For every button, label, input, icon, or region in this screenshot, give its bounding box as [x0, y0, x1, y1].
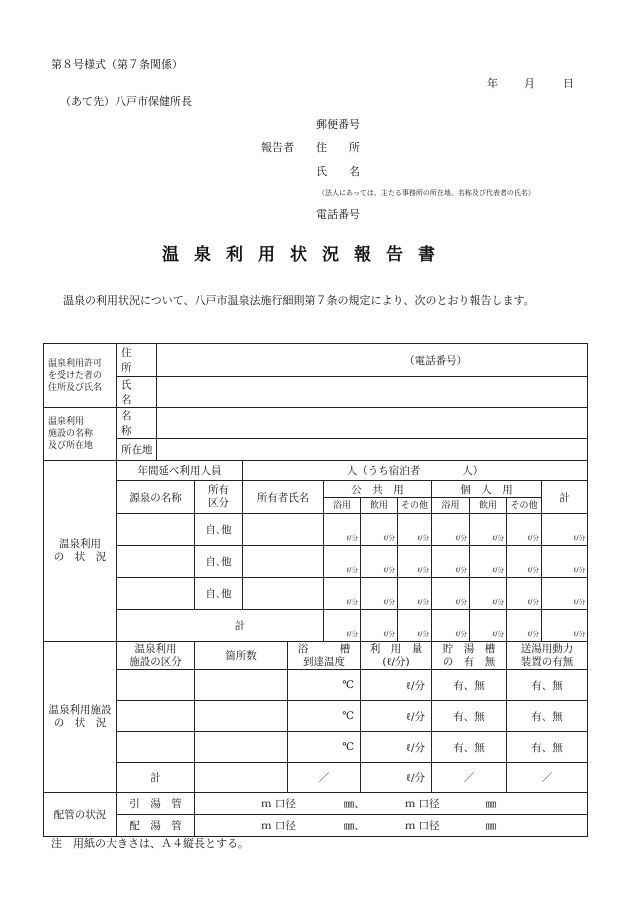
- document-title: 温泉利用状況報告書: [162, 245, 450, 265]
- unit-label[interactable]: ℓ/分: [507, 546, 542, 578]
- facility-class-header: 温泉利用 施設の区分: [117, 642, 195, 670]
- distribution-pipe-field[interactable]: ｍ 口径 ㎜、 ｍ 口径 ㎜: [195, 815, 588, 837]
- intake-pipe-field[interactable]: ｍ 口径 ㎜、 ｍ 口径 ㎜: [195, 793, 588, 815]
- storage-tank-header: 貯 湯 槽 の 有 無: [432, 642, 507, 670]
- unit-label[interactable]: ℓ/分: [361, 578, 398, 610]
- unit-label[interactable]: ℓ/分: [542, 610, 588, 642]
- count-field[interactable]: [195, 670, 288, 701]
- permit-address-field[interactable]: [157, 344, 588, 377]
- reporter-name-label: 氏 名: [316, 165, 360, 178]
- unit-label[interactable]: ℓ/分: [361, 546, 398, 578]
- footnote: 注 用紙の大きさは、Ａ４縦長とする。: [51, 837, 249, 850]
- unit-label[interactable]: ℓ/分: [324, 546, 361, 578]
- ownership-field[interactable]: 自､他: [195, 514, 243, 546]
- permit-holder-label: 温泉利用許可 を受けた者の 住所及び氏名: [44, 344, 117, 408]
- source-row: [44, 514, 588, 546]
- storage-yes-no[interactable]: 有、無: [432, 732, 507, 763]
- count-total-field[interactable]: [195, 763, 288, 793]
- tub-temp-header: 浴 槽 到達温度: [288, 642, 361, 670]
- date-month: 月: [524, 77, 535, 90]
- corporation-note: （法人にあっては、主たる事務所の所在地、名称及び代表者の氏名）: [318, 189, 535, 197]
- phone-note: （電話番号）: [404, 354, 468, 367]
- pump-header: 送湯用動力 装置の有無: [507, 642, 588, 670]
- annual-users-label: 年間延べ利用人員: [117, 461, 243, 481]
- public-bath-header: 浴用: [324, 498, 361, 514]
- unit-label[interactable]: ℓ/分: [398, 546, 432, 578]
- celsius-label[interactable]: ℃: [288, 732, 361, 763]
- unit-label[interactable]: ℓ/分: [398, 578, 432, 610]
- public-drink-header: 飲用: [361, 498, 398, 514]
- distribution-pipe-label: 配 湯 管: [117, 815, 195, 837]
- pump-yes-no[interactable]: 有、無: [507, 670, 588, 701]
- date-year: 年: [487, 77, 498, 90]
- source-row: [44, 546, 588, 578]
- unit-label[interactable]: ℓ/分: [432, 610, 470, 642]
- unit-label[interactable]: ℓ/分: [398, 514, 432, 546]
- unit-label[interactable]: ℓ/分: [507, 578, 542, 610]
- ownership-header: 所有 区分: [195, 481, 243, 514]
- public-use-header: 公 共 用: [324, 481, 432, 498]
- unit-label[interactable]: ℓ/分: [542, 578, 588, 610]
- public-other-header: その他: [398, 498, 432, 514]
- unit-label[interactable]: ℓ/分: [361, 701, 432, 732]
- facility-name-label: 名 称: [117, 408, 157, 439]
- intro-paragraph: 温泉の利用状況について、八戸市温泉法施行細則第７条の規定により、次のとおり報告します。: [63, 294, 535, 307]
- total-column-header: 計: [542, 481, 588, 514]
- facility-location-field[interactable]: [157, 439, 588, 461]
- annual-users-field[interactable]: 人（うち宿泊者 人）: [243, 461, 588, 481]
- facility-status-label: 温泉利用施設 の 状 況: [44, 642, 117, 793]
- facility-location-label: 所在地: [117, 439, 157, 461]
- reporter-label: 報告者: [261, 141, 294, 154]
- private-other-header: その他: [507, 498, 542, 514]
- unit-label[interactable]: ℓ/分: [542, 546, 588, 578]
- usage-status-label: 温泉利用 の 状 況: [44, 461, 117, 642]
- count-field[interactable]: [195, 732, 288, 763]
- unit-label[interactable]: ℓ/分: [324, 514, 361, 546]
- postal-code-label: 郵便番号: [316, 118, 360, 131]
- ownership-field[interactable]: 自､他: [195, 578, 243, 610]
- date-day: 日: [563, 77, 574, 90]
- celsius-label[interactable]: ℃: [288, 701, 361, 732]
- facility-class-field[interactable]: [117, 701, 195, 732]
- unit-label[interactable]: ℓ/分: [432, 546, 470, 578]
- unit-label[interactable]: ℓ/分: [432, 514, 470, 546]
- unit-label[interactable]: ℓ/分: [432, 578, 470, 610]
- slash-mark: ／: [288, 763, 361, 793]
- source-name-field[interactable]: [117, 578, 195, 610]
- source-row: [44, 578, 588, 610]
- facility-row: [44, 732, 588, 763]
- private-use-header: 個 人 用: [432, 481, 542, 498]
- owner-name-field[interactable]: [243, 546, 324, 578]
- unit-label[interactable]: ℓ/分: [361, 610, 398, 642]
- count-header: 箇所数: [195, 642, 288, 670]
- storage-yes-no[interactable]: 有、無: [432, 670, 507, 701]
- unit-label[interactable]: ℓ/分: [361, 763, 432, 793]
- facility-label: 温泉利用 施設の名称 及び所在地: [44, 408, 117, 461]
- source-name-header: 源泉の名称: [117, 481, 195, 514]
- slash-mark: ／: [507, 763, 588, 793]
- unit-label[interactable]: ℓ/分: [507, 514, 542, 546]
- unit-label[interactable]: ℓ/分: [324, 610, 361, 642]
- source-name-field[interactable]: [117, 546, 195, 578]
- facility-class-field[interactable]: [117, 670, 195, 701]
- source-total-label: 計: [117, 610, 324, 642]
- celsius-label[interactable]: ℃: [288, 670, 361, 701]
- facility-total-label: 計: [117, 763, 195, 793]
- form-number: 第８号様式（第７条関係）: [51, 58, 183, 71]
- permit-name-label: 氏 名: [117, 377, 157, 408]
- facility-row: [44, 701, 588, 732]
- source-name-field[interactable]: [117, 514, 195, 546]
- phone-label: 電話番号: [316, 208, 360, 221]
- unit-label[interactable]: ℓ/分: [361, 670, 432, 701]
- slash-mark: ／: [432, 763, 507, 793]
- unit-label[interactable]: ℓ/分: [470, 514, 507, 546]
- private-drink-header: 飲用: [470, 498, 507, 514]
- unit-label[interactable]: ℓ/分: [542, 514, 588, 546]
- unit-label[interactable]: ℓ/分: [398, 610, 432, 642]
- facility-row: [44, 670, 588, 701]
- reporter-address-label: 住 所: [316, 141, 360, 154]
- unit-label[interactable]: ℓ/分: [361, 732, 432, 763]
- permit-address-label: 住 所: [117, 344, 157, 377]
- ownership-field[interactable]: 自､他: [195, 546, 243, 578]
- permit-name-field[interactable]: [157, 377, 588, 408]
- addressee: （あて先）八戸市保健所長: [60, 95, 192, 108]
- source-total-row: [44, 610, 588, 642]
- unit-label[interactable]: ℓ/分: [470, 546, 507, 578]
- facility-total-row: [44, 763, 588, 793]
- unit-label[interactable]: ℓ/分: [470, 578, 507, 610]
- unit-label[interactable]: ℓ/分: [361, 514, 398, 546]
- intake-pipe-label: 引 湯 管: [117, 793, 195, 815]
- usage-amount-header: 利 用 量 (ℓ/分): [361, 642, 432, 670]
- unit-label[interactable]: ℓ/分: [324, 578, 361, 610]
- unit-label[interactable]: ℓ/分: [507, 610, 542, 642]
- facility-name-field[interactable]: [157, 408, 588, 439]
- storage-yes-no[interactable]: 有、無: [432, 701, 507, 732]
- unit-label[interactable]: ℓ/分: [470, 610, 507, 642]
- pump-yes-no[interactable]: 有、無: [507, 732, 588, 763]
- facility-class-field[interactable]: [117, 732, 195, 763]
- owner-name-field[interactable]: [243, 578, 324, 610]
- pump-yes-no[interactable]: 有、無: [507, 701, 588, 732]
- owner-name-field[interactable]: [243, 514, 324, 546]
- count-field[interactable]: [195, 701, 288, 732]
- owner-name-header: 所有者氏名: [243, 481, 324, 514]
- report-table: [43, 343, 588, 837]
- private-bath-header: 浴用: [432, 498, 470, 514]
- piping-status-label: 配管の状況: [44, 793, 117, 837]
